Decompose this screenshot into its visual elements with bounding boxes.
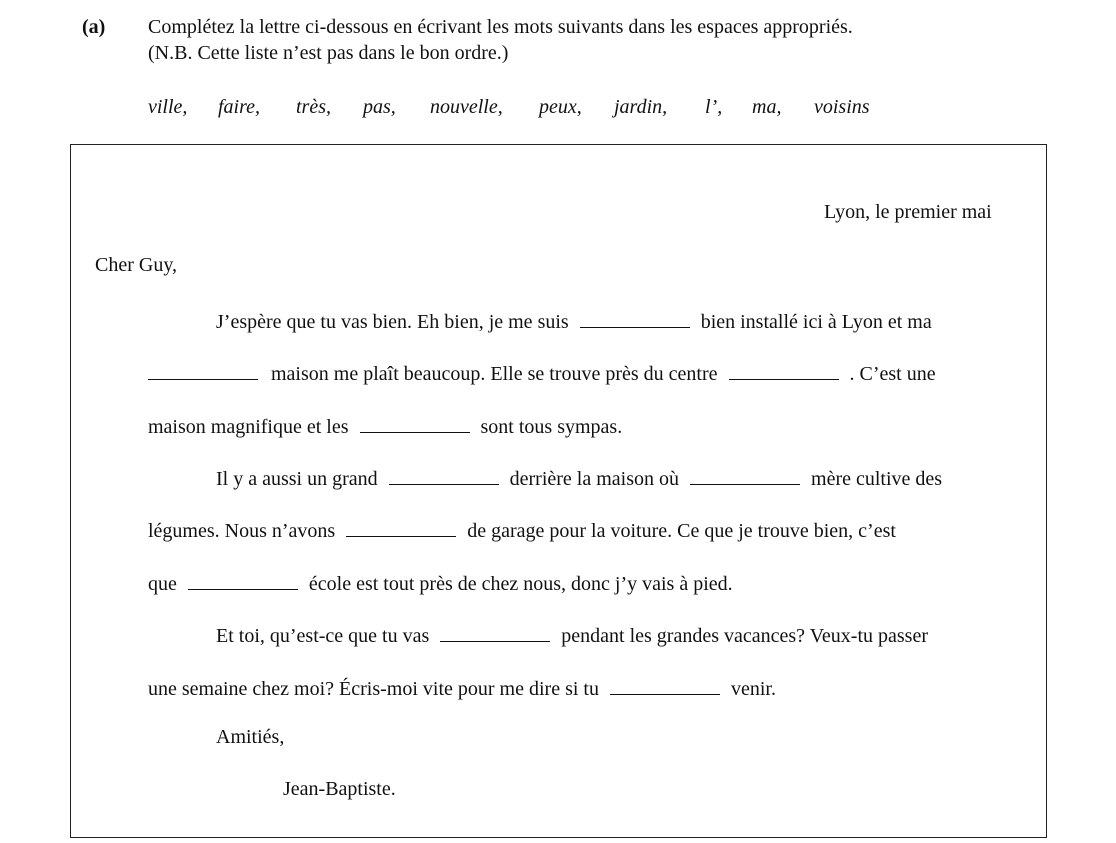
word-list-item: peux, <box>539 96 582 118</box>
letter-line <box>148 674 776 701</box>
letter-text: bien installé ici à Lyon et ma <box>700 311 932 333</box>
word-list-item: jardin, <box>614 96 668 118</box>
letter-signature: Jean-Baptiste. <box>283 778 396 800</box>
word-list-item: ma, <box>752 96 782 118</box>
letter-text: pendant les grandes vacances? Veux-tu passer <box>561 625 928 647</box>
blank-1[interactable] <box>580 307 690 328</box>
letter-line <box>148 516 896 543</box>
letter-date: Lyon, le premier mai <box>824 201 992 223</box>
blank-6[interactable] <box>690 464 800 485</box>
letter-text: . C’est une <box>849 363 936 385</box>
letter-line <box>148 569 733 596</box>
letter-text: de garage pour la voiture. Ce que je trouve bien, c’est <box>467 520 896 542</box>
instruction-line-2: (N.B. Cette liste n’est pas dans le bon ordre.) <box>148 42 509 64</box>
letter-line <box>148 359 936 386</box>
letter-text: que <box>148 573 177 595</box>
letter-line <box>216 464 942 491</box>
letter-text: une semaine chez moi? Écris-moi vite pour me dire si tu <box>148 678 599 700</box>
blank-8[interactable] <box>188 569 298 590</box>
blank-10[interactable] <box>610 674 720 695</box>
blank-3[interactable] <box>729 359 839 380</box>
letter-text: derrière la maison où <box>509 468 680 490</box>
letter-text: maison magnifique et les <box>148 416 349 438</box>
letter-text: légumes. Nous n’avons <box>148 520 336 542</box>
letter-line <box>148 412 622 439</box>
letter-line <box>216 621 928 648</box>
letter-text: école est tout près de chez nous, donc j’y vais à pied. <box>308 573 733 595</box>
letter-text: maison me plaît beaucoup. Elle se trouve près du centre <box>271 363 718 385</box>
blank-5[interactable] <box>389 464 499 485</box>
word-list-item: l’, <box>705 96 723 118</box>
letter-text: mère cultive des <box>811 468 943 490</box>
word-list-item: voisins <box>814 96 870 118</box>
blank-4[interactable] <box>360 412 470 433</box>
blank-2[interactable] <box>148 359 258 380</box>
word-list-item: faire, <box>218 96 261 118</box>
word-list-item: ville, <box>148 96 188 118</box>
blank-9[interactable] <box>440 621 550 642</box>
letter-text: sont tous sympas. <box>480 416 623 438</box>
word-list-item: pas, <box>363 96 396 118</box>
letter-text: Il y a aussi un grand <box>216 468 378 490</box>
letter-text: venir. <box>730 678 776 700</box>
letter-text: Et toi, qu’est-ce que tu vas <box>216 625 430 647</box>
word-list-item: nouvelle, <box>430 96 503 118</box>
word-list-item: très, <box>296 96 331 118</box>
letter-closing: Amitiés, <box>216 726 285 748</box>
blank-7[interactable] <box>346 516 456 537</box>
instruction-line-1: Complétez la lettre ci-dessous en écrivant les mots suivants dans les espaces appropriés. <box>148 16 853 38</box>
letter-text: J’espère que tu vas bien. Eh bien, je me suis <box>216 311 569 333</box>
letter-greeting: Cher Guy, <box>95 254 178 276</box>
letter-line <box>216 307 932 334</box>
question-label: (a) <box>82 16 106 38</box>
